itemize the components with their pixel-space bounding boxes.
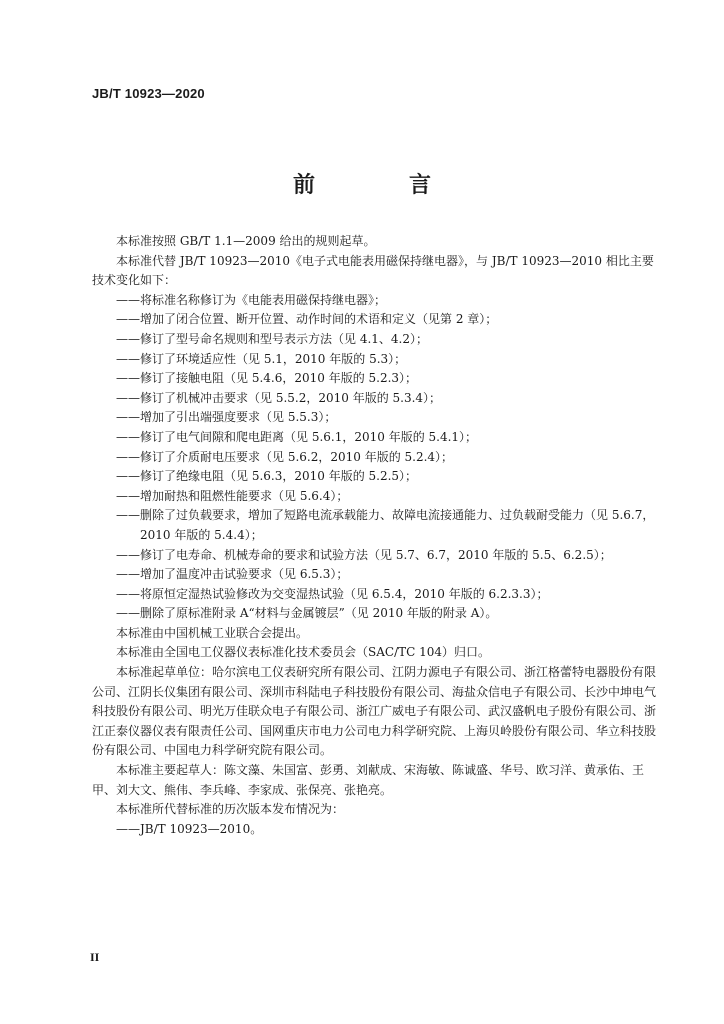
changes-list [92,291,658,624]
change-item: ——删除了过负载要求，增加了短路电流承载能力、故障电流接通能力、过负载耐受能力（见 5.6.7，2010 年版的 5.4.4）； [116,508,655,542]
change-item: ——增加了闭合位置、断开位置、动作时间的术语和定义（见第 2 章）； [116,312,498,327]
paragraph-drafters: 本标准主要起草人：陈文藻、朱国富、彭勇、刘献成、宋海敏、陈诚盛、华号、欧习洋、黄承佑、王甲、刘大文、熊伟、李兵峰、李家成、张保亮、张艳亮。 [92,763,645,797]
change-item: ——修订了机械冲击要求（见 5.5.2，2010 年版的 5.3.4）； [116,390,442,405]
change-item: ——修订了接触电阻（见 5.4.6，2010 年版的 5.2.3）； [116,371,418,386]
paragraph-drafting-units: 本标准起草单位：哈尔滨电工仪表研究所有限公司、江阴力源电子有限公司、浙江格蕾特电器股份有限公司、江阴长仪集团有限公司、深圳市科陆电子科技股份有限公司、海盐众信电子有限公司、长沙中坤电气科技股份有限公司、明光万佳联众电子有限公司、浙江广威电子有限公司、武汉盛帆电子股份有限公司、浙江正泰仪器仪表有限责任公司、国网重庆市电力公司电力科学研究院、上海贝岭股份有限公司、华立科技股份有限公司、中国电力科学研究院有限公司。 [92,665,657,758]
paragraph-proposed-by: 本标准由中国机械工业联合会提出。 [116,625,309,640]
standard-code: JB/T 10923—2020 [92,86,205,101]
document-body [92,232,658,839]
change-item: ——修订了电气间隙和爬电距离（见 5.6.1，2010 年版的 5.4.1）； [116,429,478,444]
change-item: ——修订了电寿命、机械寿命的要求和试验方法（见 5.7、6.7，2010 年版的 5.5、6.2.5）； [116,547,612,562]
paragraph-drafting-rules: 本标准按照 GB/T 1.1—2009 给出的规则起草。 [116,234,376,248]
change-item: ——删除了原标准附录 A“材料与金属镀层”（见 2010 年版的附录 A）。 [116,606,498,621]
change-item: ——增加了温度冲击试验要求（见 6.5.3）； [116,567,349,582]
paragraph-history: 本标准所代替标准的历次版本发布情况为： [116,802,345,817]
page-number: II [90,950,100,964]
change-item: ——将原恒定湿热试验修改为交变湿热试验（见 6.5.4，2010 年版的 6.2.3.3）； [116,586,549,601]
change-item: ——增加了引出端强度要求（见 5.5.3）； [116,410,337,425]
change-item: ——增加耐热和阻燃性能要求（见 5.6.4）； [116,488,349,503]
page-title: 前 言 [292,173,467,198]
history-item: ——JB/T 10923—2010。 [116,821,263,836]
change-item: ——修订了绝缘电阻（见 5.6.3，2010 年版的 5.2.5）； [116,469,418,484]
change-item: ——修订了型号命名规则和型号表示方法（见 4.1、4.2）； [116,331,428,346]
change-item: ——修订了环境适应性（见 5.1，2010 年版的 5.3）； [116,351,407,366]
paragraph-replacement: 本标准代替 JB/T 10923—2010《电子式电能表用磁保持继电器》，与 JB/T 10923—2010 相比主要技术变化如下： [92,253,654,288]
change-item: ——修订了介质耐电压要求（见 5.6.2，2010 年版的 5.2.4）； [116,449,454,464]
change-item: ——将标准名称修订为《电能表用磁保持继电器》； [116,292,387,307]
paragraph-centralized-by: 本标准由全国电工仪器仪表标准化技术委员会（SAC/TC 104）归口。 [116,645,491,660]
